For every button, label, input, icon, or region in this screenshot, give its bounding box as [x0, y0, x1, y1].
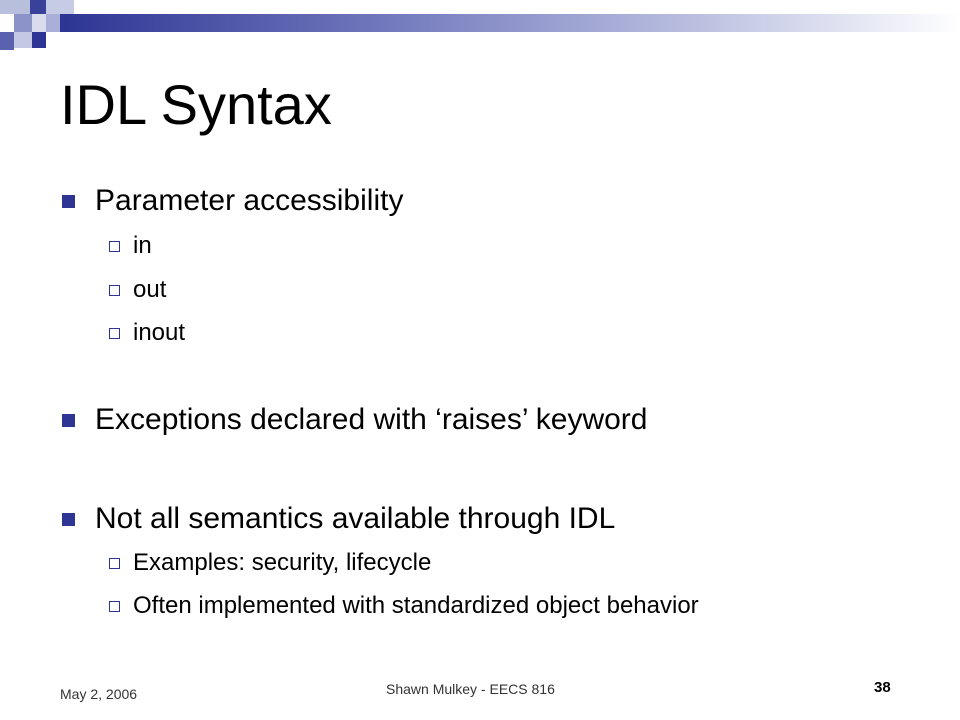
bullet-item [62, 181, 403, 221]
page-number: 38 [874, 679, 891, 696]
bullet-text: Parameter accessibility [95, 184, 404, 217]
hollow-square-bullet-icon [109, 241, 120, 252]
square-bullet-icon [62, 195, 75, 208]
bullet-text: Not all semantics available through IDL [95, 502, 616, 535]
sub-bullet-text: Examples: security, lifecycle [133, 549, 432, 576]
sub-bullet-item [109, 318, 185, 348]
sub-bullet-text: in [133, 232, 152, 259]
sub-bullet-text: inout [133, 319, 186, 346]
sub-bullet-item [109, 275, 166, 305]
sub-bullet-text: Often implemented with standardized object behavior [133, 592, 699, 619]
sub-bullet-text: out [133, 276, 167, 303]
square-bullet-icon [62, 414, 75, 427]
footer-author: Shawn Mulkey - EECS 816 [386, 681, 555, 697]
footer-date: May 2, 2006 [60, 686, 138, 702]
bullet-item [62, 499, 615, 539]
sub-bullet-item [109, 591, 699, 621]
hollow-square-bullet-icon [109, 328, 120, 339]
hollow-square-bullet-icon [109, 558, 120, 569]
slide-title: IDL Syntax [60, 73, 332, 136]
hollow-square-bullet-icon [109, 285, 120, 296]
sub-bullet-item [109, 231, 152, 261]
sub-bullet-item [109, 548, 431, 578]
hollow-square-bullet-icon [109, 601, 120, 612]
square-bullet-icon [62, 513, 75, 526]
bullet-item [62, 400, 647, 440]
bullet-text: Exceptions declared with ‘raises’ keyword [95, 403, 648, 436]
